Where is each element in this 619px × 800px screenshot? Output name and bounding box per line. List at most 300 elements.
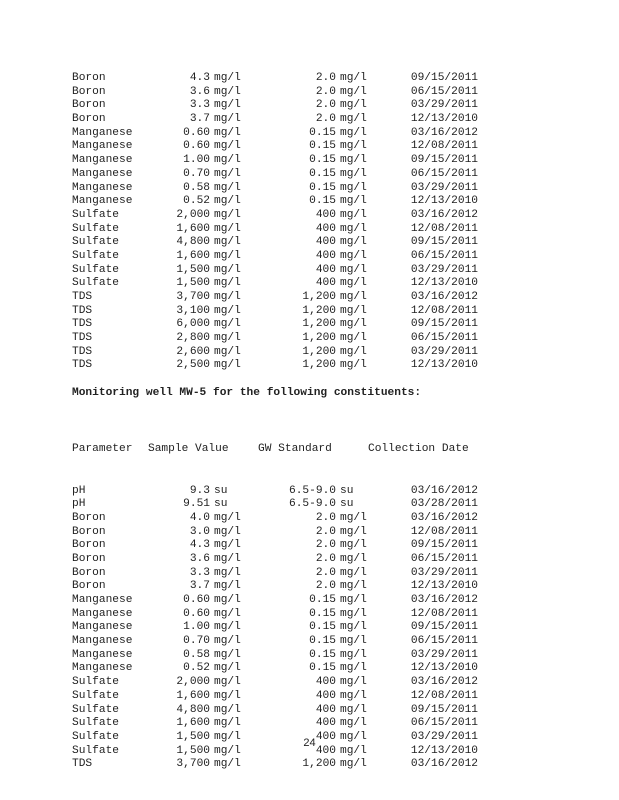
standard-value-cell: 400 [315, 744, 336, 757]
header-parameter: Parameter [72, 443, 133, 456]
parameter-cell: Sulfate [72, 689, 119, 702]
sample-value-cell: 0.60 [183, 594, 210, 606]
standard-unit-cell: mg/l [340, 730, 367, 743]
table-row [72, 113, 478, 127]
date-cell: 03/16/2012 [410, 291, 478, 303]
table-row [72, 264, 478, 278]
page-number: 24 [303, 737, 316, 749]
standard-value-cell: 400 [315, 676, 336, 689]
date-cell: 03/29/2011 [410, 99, 478, 112]
parameter-cell: Boron [72, 525, 106, 538]
standard-value-cell: 0.15 [309, 594, 336, 606]
parameter-cell: Sulfate [72, 744, 119, 757]
table-row [72, 209, 478, 223]
standard-value-cell: 400 [315, 689, 336, 702]
sample-unit-cell: mg/l [214, 304, 241, 317]
parameter-cell: pH [72, 498, 86, 511]
date-cell: 12/13/2010 [410, 662, 478, 675]
table-row [72, 277, 478, 291]
table-row [72, 608, 488, 622]
sample-value-cell: 2,500 [176, 359, 210, 372]
parameter-cell: Boron [72, 566, 106, 579]
standard-value-cell: 400 [315, 249, 336, 262]
sample-value-cell: 1,500 [176, 277, 210, 290]
standard-value-cell: 2.0 [315, 580, 336, 593]
parameter-cell: Manganese [72, 195, 133, 208]
standard-value-cell: 0.15 [309, 181, 336, 194]
sample-unit-cell: mg/l [214, 85, 241, 98]
parameter-cell: Sulfate [72, 236, 119, 249]
standard-unit-cell: mg/l [340, 291, 367, 303]
standard-value-cell: 0.15 [309, 621, 336, 634]
header-collection-date: Collection Date [368, 443, 469, 456]
standard-value-cell: 1,200 [302, 291, 336, 303]
date-cell: 03/16/2012 [410, 126, 478, 139]
table-row [72, 580, 488, 594]
date-cell: 03/29/2011 [410, 263, 478, 276]
standard-value-cell: 1,200 [302, 304, 336, 317]
sample-unit-cell: mg/l [214, 717, 241, 730]
sample-unit-cell: mg/l [214, 635, 241, 648]
parameter-cell: TDS [72, 304, 93, 317]
sample-value-cell: 3.3 [189, 99, 210, 112]
sample-unit-cell: mg/l [214, 154, 241, 167]
standard-value-cell: 0.15 [309, 635, 336, 648]
parameter-cell: Boron [72, 580, 106, 593]
table-row [72, 704, 488, 718]
standard-value-cell: 1,200 [302, 359, 336, 372]
sample-value-cell: 3.0 [189, 525, 210, 538]
sample-unit-cell: mg/l [214, 181, 241, 194]
standard-value-cell: 0.15 [309, 140, 336, 153]
date-cell: 03/16/2012 [410, 511, 478, 524]
sample-unit-cell: mg/l [214, 345, 241, 358]
parameter-cell: Manganese [72, 607, 133, 620]
sample-unit-cell: su [214, 498, 228, 511]
standard-unit-cell: mg/l [340, 222, 367, 235]
standard-unit-cell: mg/l [340, 277, 367, 290]
date-cell: 12/13/2010 [410, 744, 478, 757]
standard-value-cell: 400 [315, 236, 336, 249]
standard-value-cell: 0.15 [309, 662, 336, 675]
parameter-cell: Boron [72, 72, 106, 84]
sample-unit-cell: mg/l [214, 222, 241, 235]
standard-unit-cell: mg/l [340, 758, 367, 771]
parameter-cell: Sulfate [72, 277, 119, 290]
standard-value-cell: 400 [315, 277, 336, 290]
standard-value-cell: 2.0 [315, 72, 336, 84]
standard-unit-cell: mg/l [340, 236, 367, 249]
sample-value-cell: 0.60 [183, 126, 210, 139]
standard-value-cell: 1,200 [302, 345, 336, 358]
standard-unit-cell: mg/l [340, 181, 367, 194]
sample-value-cell: 0.52 [183, 195, 210, 208]
sample-unit-cell: mg/l [214, 263, 241, 276]
sample-unit-cell: mg/l [214, 662, 241, 675]
parameter-cell: TDS [72, 758, 93, 771]
date-cell: 09/15/2011 [410, 236, 478, 249]
standard-unit-cell: mg/l [340, 703, 367, 716]
parameter-cell: Manganese [72, 635, 133, 648]
sample-unit-cell: mg/l [214, 72, 241, 84]
sample-value-cell: 1.00 [183, 621, 210, 634]
date-cell: 09/15/2011 [410, 72, 478, 84]
sample-unit-cell: mg/l [214, 208, 241, 221]
standard-unit-cell: su [340, 498, 354, 511]
date-cell: 03/16/2012 [410, 758, 478, 771]
date-cell: 12/13/2010 [410, 580, 478, 593]
parameter-cell: Manganese [72, 662, 133, 675]
sample-value-cell: 1.00 [183, 154, 210, 167]
sample-value-cell: 1,500 [176, 730, 210, 743]
sample-unit-cell: mg/l [214, 277, 241, 290]
parameter-cell: Sulfate [72, 730, 119, 743]
sample-value-cell: 2,000 [176, 676, 210, 689]
sample-value-cell: 1,500 [176, 744, 210, 757]
date-cell: 06/15/2011 [410, 717, 478, 730]
table-row [72, 346, 478, 360]
sample-value-cell: 3.3 [189, 566, 210, 579]
sample-unit-cell: mg/l [214, 730, 241, 743]
sample-unit-cell: mg/l [214, 99, 241, 112]
sample-value-cell: 6,000 [176, 318, 210, 331]
date-cell: 03/16/2012 [410, 594, 478, 606]
sample-value-cell: 3,700 [176, 291, 210, 303]
parameter-cell: Manganese [72, 167, 133, 180]
parameter-cell: Manganese [72, 126, 133, 139]
parameter-cell: Sulfate [72, 208, 119, 221]
sample-unit-cell: mg/l [214, 113, 241, 126]
sample-unit-cell: mg/l [214, 359, 241, 372]
table-row [72, 182, 478, 196]
standard-value-cell: 400 [315, 730, 336, 743]
date-cell: 09/15/2011 [410, 703, 478, 716]
standard-unit-cell: mg/l [340, 304, 367, 317]
sample-value-cell: 0.70 [183, 167, 210, 180]
sample-unit-cell: mg/l [214, 236, 241, 249]
date-cell: 12/13/2010 [410, 277, 478, 290]
standard-value-cell: 6.5-9.0 [289, 484, 336, 497]
sample-unit-cell: mg/l [214, 291, 241, 303]
standard-unit-cell: mg/l [340, 249, 367, 262]
standard-unit-cell: mg/l [340, 99, 367, 112]
standard-unit-cell: mg/l [340, 662, 367, 675]
table-row [72, 250, 478, 264]
date-cell: 09/15/2011 [410, 318, 478, 331]
parameter-cell: Boron [72, 539, 106, 552]
parameter-cell: Sulfate [72, 222, 119, 235]
standard-value-cell: 0.15 [309, 167, 336, 180]
parameter-cell: TDS [72, 332, 93, 345]
standard-value-cell: 2.0 [315, 113, 336, 126]
sample-value-cell: 1,600 [176, 689, 210, 702]
sample-value-cell: 4.3 [189, 72, 210, 84]
standard-value-cell: 2.0 [315, 511, 336, 524]
sample-value-cell: 1,600 [176, 717, 210, 730]
standard-unit-cell: mg/l [340, 85, 367, 98]
parameter-cell: Boron [72, 511, 106, 524]
date-cell: 12/08/2011 [410, 304, 478, 317]
table-row [72, 236, 478, 250]
date-cell: 03/29/2011 [410, 730, 478, 743]
sample-value-cell: 3,700 [176, 758, 210, 771]
date-cell: 12/13/2010 [410, 113, 478, 126]
standard-value-cell: 2.0 [315, 85, 336, 98]
sample-unit-cell: mg/l [214, 167, 241, 180]
standard-value-cell: 400 [315, 222, 336, 235]
sample-value-cell: 3,100 [176, 304, 210, 317]
date-cell: 12/08/2011 [410, 222, 478, 235]
standard-unit-cell: mg/l [340, 744, 367, 757]
table-row [72, 758, 488, 772]
standard-value-cell: 2.0 [315, 99, 336, 112]
parameter-cell: Sulfate [72, 249, 119, 262]
table-row [72, 318, 478, 332]
sample-value-cell: 2,800 [176, 332, 210, 345]
sample-unit-cell: mg/l [214, 249, 241, 262]
table-row [72, 305, 478, 319]
sample-unit-cell: mg/l [214, 580, 241, 593]
table-row [72, 621, 488, 635]
sample-value-cell: 1,500 [176, 263, 210, 276]
standard-unit-cell: mg/l [340, 345, 367, 358]
date-cell: 03/29/2011 [410, 345, 478, 358]
table-row [72, 359, 478, 373]
standard-value-cell: 2.0 [315, 539, 336, 552]
standard-unit-cell: mg/l [340, 318, 367, 331]
sample-value-cell: 3.6 [189, 552, 210, 565]
date-cell: 06/15/2011 [410, 552, 478, 565]
sample-value-cell: 0.70 [183, 635, 210, 648]
sample-value-cell: 0.58 [183, 648, 210, 661]
parameter-cell: Boron [72, 113, 106, 126]
date-cell: 09/15/2011 [410, 621, 478, 634]
table-row [72, 567, 488, 581]
date-cell: 03/29/2011 [410, 181, 478, 194]
sample-unit-cell: mg/l [214, 525, 241, 538]
sample-unit-cell: mg/l [214, 195, 241, 208]
date-cell: 06/15/2011 [410, 249, 478, 262]
table-row [72, 512, 488, 526]
standard-value-cell: 2.0 [315, 566, 336, 579]
parameter-cell: Manganese [72, 140, 133, 153]
parameter-cell: Sulfate [72, 703, 119, 716]
sample-unit-cell: mg/l [214, 594, 241, 606]
sample-value-cell: 0.60 [183, 140, 210, 153]
parameter-cell: Sulfate [72, 717, 119, 730]
date-cell: 03/16/2012 [410, 676, 478, 689]
standard-unit-cell: mg/l [340, 635, 367, 648]
standard-unit-cell: mg/l [340, 511, 367, 524]
sample-unit-cell: mg/l [214, 676, 241, 689]
sample-unit-cell: mg/l [214, 758, 241, 771]
standard-unit-cell: mg/l [340, 72, 367, 84]
parameter-cell: Manganese [72, 594, 133, 606]
table-row [72, 485, 488, 499]
standard-unit-cell: mg/l [340, 717, 367, 730]
standard-unit-cell: mg/l [340, 580, 367, 593]
standard-unit-cell: mg/l [340, 195, 367, 208]
table-row [72, 717, 488, 731]
sample-unit-cell: mg/l [214, 318, 241, 331]
sample-value-cell: 0.58 [183, 181, 210, 194]
table-row [72, 676, 488, 690]
date-cell: 06/15/2011 [410, 332, 478, 345]
table-row [72, 539, 488, 553]
results-table-continued [72, 72, 478, 373]
table-body [72, 485, 488, 772]
standard-value-cell: 2.0 [315, 552, 336, 565]
sample-value-cell: 3.7 [189, 580, 210, 593]
section-heading: Monitoring well MW-5 for the following constituents: [72, 387, 422, 399]
standard-value-cell: 0.15 [309, 154, 336, 167]
standard-value-cell: 2.0 [315, 525, 336, 538]
standard-unit-cell: mg/l [340, 167, 367, 180]
parameter-cell: Manganese [72, 621, 133, 634]
sample-unit-cell: mg/l [214, 552, 241, 565]
sample-unit-cell: mg/l [214, 332, 241, 345]
sample-unit-cell: mg/l [214, 689, 241, 702]
header-gw-standard: GW Standard [258, 443, 332, 456]
sample-value-cell: 0.60 [183, 607, 210, 620]
standard-unit-cell: mg/l [340, 208, 367, 221]
standard-unit-cell: mg/l [340, 332, 367, 345]
standard-value-cell: 0.15 [309, 126, 336, 139]
standard-unit-cell: mg/l [340, 607, 367, 620]
date-cell: 03/16/2012 [410, 484, 478, 497]
date-cell: 06/15/2011 [410, 85, 478, 98]
standard-unit-cell: mg/l [340, 154, 367, 167]
standard-unit-cell: mg/l [340, 594, 367, 606]
standard-value-cell: 400 [315, 263, 336, 276]
standard-value-cell: 400 [315, 703, 336, 716]
table-row [72, 195, 478, 209]
sample-unit-cell: mg/l [214, 703, 241, 716]
table-row [72, 594, 488, 608]
sample-unit-cell: su [214, 484, 228, 497]
parameter-cell: Sulfate [72, 263, 119, 276]
standard-value-cell: 1,200 [302, 318, 336, 331]
standard-unit-cell: mg/l [340, 648, 367, 661]
date-cell: 12/08/2011 [410, 689, 478, 702]
parameter-cell: Boron [72, 85, 106, 98]
sample-unit-cell: mg/l [214, 607, 241, 620]
table-row [72, 168, 478, 182]
standard-value-cell: 1,200 [302, 332, 336, 345]
sample-value-cell: 2,600 [176, 345, 210, 358]
sample-value-cell: 1,600 [176, 222, 210, 235]
standard-unit-cell: mg/l [340, 566, 367, 579]
table-row [72, 498, 488, 512]
sample-value-cell: 3.7 [189, 113, 210, 126]
sample-value-cell: 2,000 [176, 208, 210, 221]
date-cell: 06/15/2011 [410, 167, 478, 180]
sample-value-cell: 1,600 [176, 249, 210, 262]
date-cell: 12/13/2010 [410, 359, 478, 372]
standard-unit-cell: mg/l [340, 359, 367, 372]
date-cell: 03/29/2011 [410, 648, 478, 661]
table-header-row [72, 443, 488, 457]
sample-value-cell: 4,800 [176, 703, 210, 716]
sample-value-cell: 4,800 [176, 236, 210, 249]
standard-value-cell: 0.15 [309, 648, 336, 661]
standard-value-cell: 0.15 [309, 607, 336, 620]
standard-unit-cell: mg/l [340, 676, 367, 689]
date-cell: 12/08/2011 [410, 607, 478, 620]
parameter-cell: TDS [72, 359, 93, 372]
table-row [72, 140, 478, 154]
parameter-cell: TDS [72, 318, 93, 331]
date-cell: 03/29/2011 [410, 566, 478, 579]
sample-unit-cell: mg/l [214, 511, 241, 524]
standard-value-cell: 1,200 [302, 758, 336, 771]
standard-unit-cell: mg/l [340, 621, 367, 634]
standard-unit-cell: mg/l [340, 263, 367, 276]
date-cell: 06/15/2011 [410, 635, 478, 648]
sample-value-cell: 4.3 [189, 539, 210, 552]
standard-unit-cell: su [340, 484, 354, 497]
standard-unit-cell: mg/l [340, 113, 367, 126]
header-sample-value: Sample Value [148, 443, 229, 456]
standard-unit-cell: mg/l [340, 552, 367, 565]
sample-value-cell: 3.6 [189, 85, 210, 98]
table-row [72, 291, 478, 305]
standard-value-cell: 400 [315, 717, 336, 730]
sample-unit-cell: mg/l [214, 648, 241, 661]
parameter-cell: Manganese [72, 181, 133, 194]
date-cell: 09/15/2011 [410, 154, 478, 167]
parameter-cell: Boron [72, 552, 106, 565]
date-cell: 03/16/2012 [410, 208, 478, 221]
parameter-cell: Sulfate [72, 676, 119, 689]
sample-unit-cell: mg/l [214, 539, 241, 552]
table-row [72, 72, 478, 86]
date-cell: 12/08/2011 [410, 525, 478, 538]
standard-unit-cell: mg/l [340, 126, 367, 139]
parameter-cell: TDS [72, 291, 93, 303]
standard-value-cell: 0.15 [309, 195, 336, 208]
table-row [72, 690, 488, 704]
sample-unit-cell: mg/l [214, 126, 241, 139]
table-row [72, 649, 488, 663]
table-row [72, 154, 478, 168]
parameter-cell: Boron [72, 99, 106, 112]
table-row [72, 553, 488, 567]
standard-unit-cell: mg/l [340, 525, 367, 538]
table-row [72, 223, 478, 237]
table-row [72, 635, 488, 649]
sample-value-cell: 9.51 [183, 498, 210, 511]
table-row [72, 662, 488, 676]
sample-value-cell: 0.52 [183, 662, 210, 675]
table-row [72, 526, 488, 540]
sample-value-cell: 4.0 [189, 511, 210, 524]
sample-unit-cell: mg/l [214, 744, 241, 757]
standard-value-cell: 6.5-9.0 [289, 498, 336, 511]
table-row [72, 127, 478, 141]
date-cell: 12/13/2010 [410, 195, 478, 208]
date-cell: 03/28/2011 [410, 498, 478, 511]
standard-unit-cell: mg/l [340, 140, 367, 153]
parameter-cell: Manganese [72, 154, 133, 167]
sample-value-cell: 9.3 [189, 484, 210, 497]
standard-unit-cell: mg/l [340, 539, 367, 552]
parameter-cell: pH [72, 484, 86, 497]
parameter-cell: TDS [72, 345, 93, 358]
table-row [72, 332, 478, 346]
date-cell: 12/08/2011 [410, 140, 478, 153]
date-cell: 09/15/2011 [410, 539, 478, 552]
